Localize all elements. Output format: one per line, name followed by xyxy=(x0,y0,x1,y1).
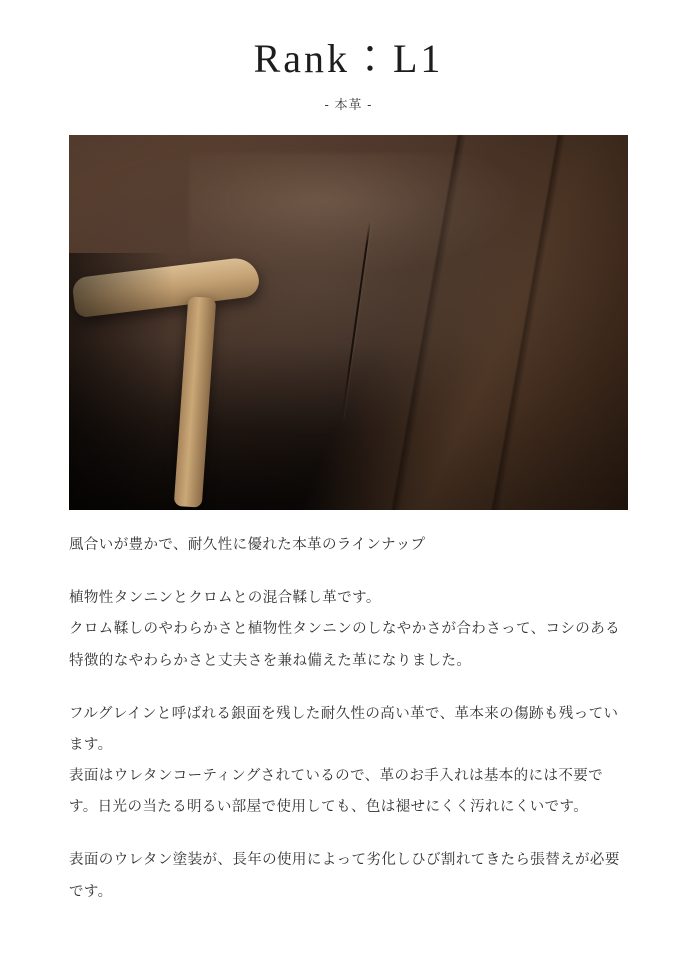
paragraph-full-grain xyxy=(69,699,628,824)
wooden-armrest xyxy=(69,253,259,510)
paragraph-maintenance xyxy=(69,845,628,907)
paragraph-line: 表面はウレタンコーティングされているので、革のお手入れは基本的には不要です。日光の当たる明るい部屋で使用しても、色は褪せにくく汚れにくいです。 xyxy=(69,768,604,816)
paragraph-lead xyxy=(69,530,628,561)
page-title: Rank：L1 xyxy=(253,36,444,81)
paragraph-line: 表面のウレタン塗装が、長年の使用によって劣化しひび割れてきたら張替えが必要です。 xyxy=(69,852,620,900)
hero-image xyxy=(69,135,628,510)
paragraph-tanning xyxy=(69,583,628,677)
description-body xyxy=(69,530,628,908)
leather-sofa-photo xyxy=(69,135,628,510)
armrest-shadow xyxy=(69,253,259,510)
paragraph-line: クロム鞣しのやわらかさと植物性タンニンのしなやかさが合わさって、コシのある特徴的なやわらかさと丈夫さを兼ね備えた革になりました。 xyxy=(69,621,621,669)
page-header xyxy=(0,0,697,113)
paragraph-line: フルグレインと呼ばれる銀面を残した耐久性の高い革で、革本来の傷跡も残っています。 xyxy=(69,705,619,753)
page-subtitle: - 本革 - xyxy=(324,97,373,112)
paragraph-line: 風合いが豊かで、耐久性に優れた本革のラインナップ xyxy=(69,537,426,553)
paragraph-line: 植物性タンニンとクロムとの混合鞣し革です。 xyxy=(69,590,381,607)
